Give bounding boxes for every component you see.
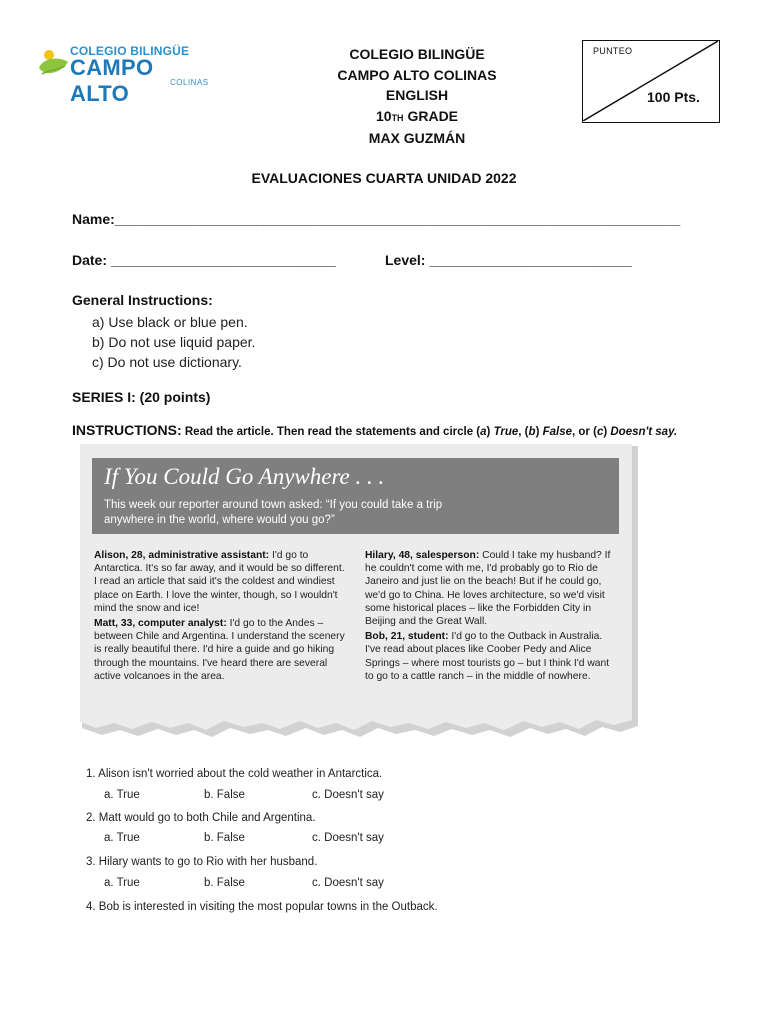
logo-top-text: COLEGIO BILINGÜE [70, 44, 190, 58]
article-entry [365, 630, 617, 683]
article-banner [92, 458, 619, 534]
leaf-icon [38, 48, 70, 84]
question-1-option-c[interactable]: c. Doesn't say [312, 789, 384, 801]
article-clipping [80, 444, 640, 742]
list-item: a) Use black or blue pen. [92, 314, 248, 330]
article-entry [94, 617, 346, 683]
name-label: Name: [72, 211, 115, 227]
question-1-option-a[interactable]: a. True [104, 789, 140, 801]
logo-main-text: CAMPO ALTO [70, 55, 154, 106]
speaker-text: I'd go to the Outback in Australia. I've read about places like Coober Pedy and Alice Springs – where most tourists go – but I think I'd want to go to a cattle ranch – in the middle of nowhere. [365, 631, 610, 682]
option-c-letter: c [596, 426, 604, 438]
name-line: ____________________________________________________________________________ [114, 211, 680, 227]
question-3-option-a[interactable]: a. True [104, 877, 140, 889]
grade-number: 10 [375, 107, 392, 124]
list-item: c) Do not use dictionary. [92, 354, 242, 370]
instructions-text: Read the article. Then read the statements and circle ( [184, 426, 481, 438]
speaker-text: I'd go to the Andes – between Chile and Argentina. I understand the scenery is really beautiful there. I'd hire a guide and go hiking through the mountains. I've heard there are several active volcanoes in the area. [94, 618, 345, 682]
article-subtitle: This week our reporter around town asked: “If you could take a trip anywhere in the world, where would you go?” [104, 499, 443, 526]
option-doesnt-word: Doesn't say. [610, 426, 678, 438]
question-2-option-b[interactable]: b. False [204, 832, 245, 844]
question-2: 2. Matt would go to both Chile and Argentina. [86, 812, 316, 824]
instructions-line: INSTRUCTIONS: Read the article. Then read the statements and circle (a) True, (b) False, or (c) Doesn't say. [72, 422, 678, 438]
date-label: Date: [72, 252, 108, 268]
level-line: ___________________________ [429, 252, 632, 268]
header-line-school: COLEGIO BILINGÜE [349, 46, 485, 62]
exam-title: EVALUACIONES CUARTA UNIDAD 2022 [251, 170, 517, 186]
logo-sub-text: COLINAS [170, 78, 209, 87]
question-1-option-b[interactable]: b. False [204, 789, 245, 801]
header-line-subject: ENGLISH [385, 87, 449, 103]
article-entry [365, 549, 617, 628]
instructions-lead: INSTRUCTIONS: [72, 422, 182, 438]
header-line-grade [300, 106, 534, 129]
score-box [582, 40, 720, 123]
speaker-text: Could I take my husband? If he couldn't come with me, I'd probably go to Rio de Janeiro and just lie on the beach! But if he could go, we'd go to China. He loves architecture, so we'd visit some historical places – like the Forbidden City in Beijing and the Great Wall. [365, 550, 611, 628]
name-field[interactable] [72, 211, 680, 227]
header-line-teacher: MAX GUZMÁN [368, 130, 466, 146]
question-3: 3. Hilary wants to go to Rio with her husband. [86, 856, 318, 868]
speaker-name: Alison, 28, administrative assistant: [94, 550, 270, 561]
question-1: 1. Alison isn't worried about the cold weather in Antarctica. [86, 768, 383, 780]
score-value: 100 Pts. [647, 89, 700, 105]
speaker-text: I'd go to Antarctica. It's so far away, and it would be so different. I read an article that said it's the coldest and windiest place on Earth. I love the winter, though, so I wouldn't mind the snow and ice! [94, 550, 345, 614]
option-false-word: False [542, 426, 573, 438]
question-3-option-c[interactable]: c. Doesn't say [312, 877, 384, 889]
speaker-name: Hilary, 48, salesperson: [365, 550, 480, 561]
speaker-name: Bob, 21, student: [365, 631, 449, 643]
date-field[interactable] [72, 252, 336, 268]
general-instructions-list [92, 312, 255, 372]
level-label: Level: [385, 252, 426, 268]
date-line: ______________________________ [110, 252, 336, 268]
series-title: SERIES I: (20 points) [72, 389, 211, 405]
option-b-letter: b [528, 426, 536, 438]
option-a-letter: a [480, 426, 487, 438]
school-logo [38, 44, 218, 106]
question-4: 4. Bob is interested in visiting the most popular towns in the Outback. [86, 901, 438, 913]
article-column-left [94, 549, 346, 685]
question-2-option-a[interactable]: a. True [104, 832, 140, 844]
list-item: b) Do not use liquid paper. [92, 334, 256, 350]
grade-word: GRADE [407, 107, 459, 124]
grade-suffix: TH [391, 112, 404, 123]
general-instructions-title: General Instructions: [72, 292, 213, 308]
article-column-right [365, 549, 617, 685]
article-entry [94, 549, 346, 615]
school-header [300, 44, 534, 149]
header-line-campus: CAMPO ALTO COLINAS [337, 66, 497, 83]
article-title: If You Could Go Anywhere . . . [104, 464, 385, 489]
speaker-name: Matt, 33, computer analyst: [94, 618, 227, 630]
question-3-option-b[interactable]: b. False [204, 877, 245, 889]
score-label: PUNTEO [593, 46, 633, 56]
question-2-option-c[interactable]: c. Doesn't say [312, 832, 384, 844]
option-true-word: True [493, 426, 519, 438]
level-field[interactable] [385, 252, 632, 268]
